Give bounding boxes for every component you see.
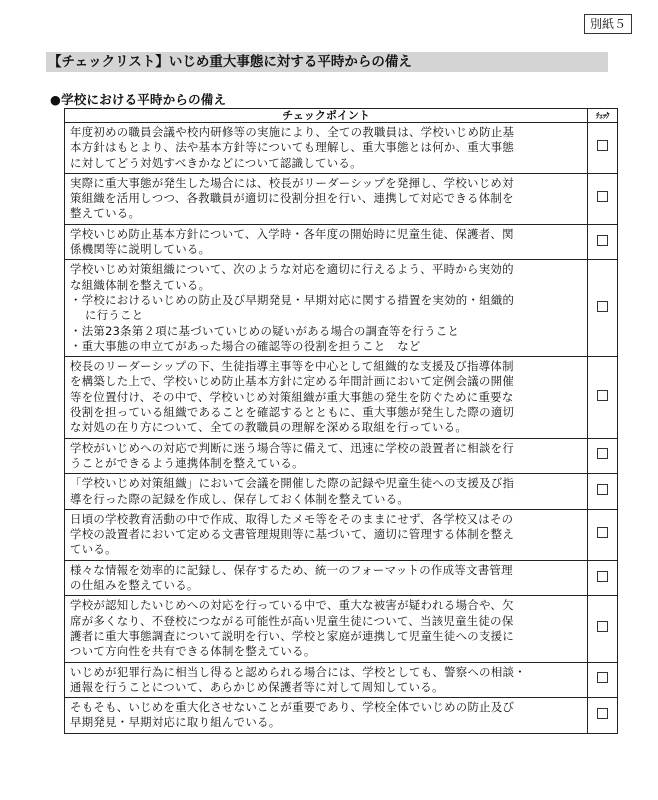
checkpoint-line: 席が多くなり、不登校につながる可能性が高い児童生徒について、当該児童生徒の保 xyxy=(70,613,514,628)
checkpoint-line: 実際に重大事態が発生した場合には、校長がリーダーシップを発揮し、学校いじめ対 xyxy=(70,175,514,190)
section-heading: ●学校における平時からの備え xyxy=(50,92,227,107)
table-row xyxy=(65,260,618,357)
check-cell xyxy=(588,474,618,510)
checkpoint-line: 学校がいじめへの対応で判断に迷う場合等に備えて、迅速に学校の設置者に相談を行 xyxy=(70,440,515,455)
check-cell xyxy=(588,438,618,474)
attachment-label: 別紙５ xyxy=(584,14,632,34)
checkpoint-text xyxy=(65,662,588,698)
check-cell xyxy=(588,560,618,596)
checkbox[interactable] xyxy=(597,527,608,538)
checkpoint-line: 係機関等に説明している。 xyxy=(70,242,211,257)
checkpoint-line: 通報を行うことについて、あらかじめ保護者等に対して周知している。 xyxy=(70,679,444,694)
checkpoint-line: 日頃の学校教育活動の中で作成、取得したメモ等をそのままにせず、各学校又はその xyxy=(70,511,514,526)
checkpoint-text xyxy=(65,173,588,224)
check-cell xyxy=(588,224,618,260)
checkpoint-text xyxy=(65,596,588,662)
checkpoint-line: ている。 xyxy=(70,542,117,557)
checklist-table xyxy=(64,108,618,734)
checkpoint-line: な対処の在り方について、全ての教職員の理解を深める取組を行っている。 xyxy=(70,420,468,435)
table-row xyxy=(65,509,618,560)
checkpoint-text xyxy=(65,260,588,357)
table-row xyxy=(65,438,618,474)
checkpoint-line: に対してどう対処すべきかなどについて認識している。 xyxy=(70,155,362,170)
table-row xyxy=(65,698,618,734)
checkpoint-bullet: ・重大事態の申立てがあった場合の確認等の役割を担うこと など xyxy=(70,338,421,353)
checkpoint-text xyxy=(65,698,588,734)
checkpoint-bullet-continuation: に行うこと xyxy=(85,308,144,323)
checkbox[interactable] xyxy=(597,235,608,246)
checkpoint-bullet: ・法第23条第２項に基づいていじめの疑いがある場合の調査等を行うこと xyxy=(70,323,460,338)
checkbox[interactable] xyxy=(597,571,608,582)
checkpoint-line: 学校の設置者において定める文書管理規則等に基づいて、適切に管理する体制を整え xyxy=(70,527,515,542)
header-check: ﾁｪｯｸ xyxy=(588,109,618,123)
checkpoint-text xyxy=(65,560,588,596)
checkpoint-text xyxy=(65,224,588,260)
checkpoint-line: 等を位置付け、その中で、学校いじめ対策組織が重大事態の発生を防ぐために重要な xyxy=(70,389,514,404)
checkpoint-line: 様々な情報を効率的に記録し、保存するため、統一のフォーマットの作成等文書管理 xyxy=(70,562,513,577)
check-cell xyxy=(588,662,618,698)
checkbox[interactable] xyxy=(597,301,608,312)
table-row xyxy=(65,123,618,174)
checkbox[interactable] xyxy=(597,484,608,495)
checkbox[interactable] xyxy=(597,621,608,632)
checkpoint-line: 学校が認知したいじめへの対応を行っている中で、重大な被害が疑われる場合や、欠 xyxy=(70,598,514,613)
table-header-row xyxy=(65,109,618,123)
table-row xyxy=(65,474,618,510)
check-cell xyxy=(588,260,618,357)
checkbox[interactable] xyxy=(597,390,608,401)
check-cell xyxy=(588,596,618,662)
table-row xyxy=(65,560,618,596)
document-title: 【チェックリスト】いじめ重大事態に対する平時からの備え xyxy=(46,52,608,72)
checkpoint-line: 本方針はもとより、法や基本方針等についても理解し、重大事態とは何か、重大事態 xyxy=(70,140,515,155)
checkpoint-text xyxy=(65,509,588,560)
checkpoint-line: ついて方向性を共有できる体制を整えている。 xyxy=(70,644,316,659)
checkbox[interactable] xyxy=(597,191,608,202)
checkpoint-line: いじめが犯罪行為に相当し得ると認められる場合には、学校としても、警察への相談・ xyxy=(70,664,526,679)
checkbox[interactable] xyxy=(597,140,608,151)
checkbox[interactable] xyxy=(597,448,608,459)
checkpoint-text xyxy=(65,123,588,174)
check-cell xyxy=(588,509,618,560)
checkpoint-line: そもそも、いじめを重大化させないことが重要であり、学校全体でいじめの防止及び xyxy=(70,700,515,715)
checkpoint-text xyxy=(65,474,588,510)
table-row xyxy=(65,596,618,662)
checkpoint-line: 導を行った際の記録を作成し、保存しておく体制を整えている。 xyxy=(70,491,410,506)
table-row xyxy=(65,357,618,438)
checkpoint-text xyxy=(65,438,588,474)
checkpoint-line: 学校いじめ対策組織について、次のような対応を適切に行えるよう、平時から実効的 xyxy=(70,262,514,277)
checkpoint-text xyxy=(65,357,588,438)
check-cell xyxy=(588,357,618,438)
checkpoint-line: 早期発見・早期対応に取り組んでいる。 xyxy=(70,715,281,730)
checkpoint-line: な組織体制を整えている。 xyxy=(70,277,211,292)
checkpoint-line: 年度初めの職員会議や校内研修等の実施により、全ての教職員は、学校いじめ防止基 xyxy=(70,125,515,139)
header-checkpoint: チェックポイント xyxy=(65,109,588,123)
checkbox[interactable] xyxy=(597,708,608,719)
check-cell xyxy=(588,698,618,734)
table-row xyxy=(65,662,618,698)
checkpoint-line: 策組織を活用しつつ、各教職員が適切に役割分担を行い、連携して対応できる体制を xyxy=(70,191,514,206)
checkpoint-line: うことができるよう連携体制を整えている。 xyxy=(70,455,304,470)
checkpoint-bullet: ・学校におけるいじめの防止及び早期発見・早期対応に関する措置を実効的・組織的 xyxy=(70,292,515,307)
checkpoint-line: を構築した上で、学校いじめ防止基本方針に定める年間計画において定例会議の開催 xyxy=(70,374,515,389)
checkpoint-line: 校長のリーダーシップの下、生徒指導主事等を中心として組織的な支援及び指導体制 xyxy=(70,359,514,374)
checkbox[interactable] xyxy=(597,672,608,683)
checkpoint-line: 整えている。 xyxy=(70,206,141,221)
checkpoint-line: の仕組みを整えている。 xyxy=(70,578,199,593)
table-row xyxy=(65,173,618,224)
check-cell xyxy=(588,173,618,224)
checkpoint-line: 「学校いじめ対策組織」において会議を開催した際の記録や児童生徒への支援及び指 xyxy=(70,476,515,491)
check-cell xyxy=(588,123,618,174)
checkpoint-line: 学校いじめ防止基本方針について、入学時・各年度の開始時に児童生徒、保護者、関 xyxy=(70,226,514,241)
table-row xyxy=(65,224,618,260)
checkpoint-line: 護者に重大事態調査について説明を行い、学校と家庭が連携して児童生徒への支援に xyxy=(70,628,515,643)
checkpoint-line: 役割を担っている組織であることを確認するとともに、重大事態が発生した際の適切 xyxy=(70,405,515,420)
